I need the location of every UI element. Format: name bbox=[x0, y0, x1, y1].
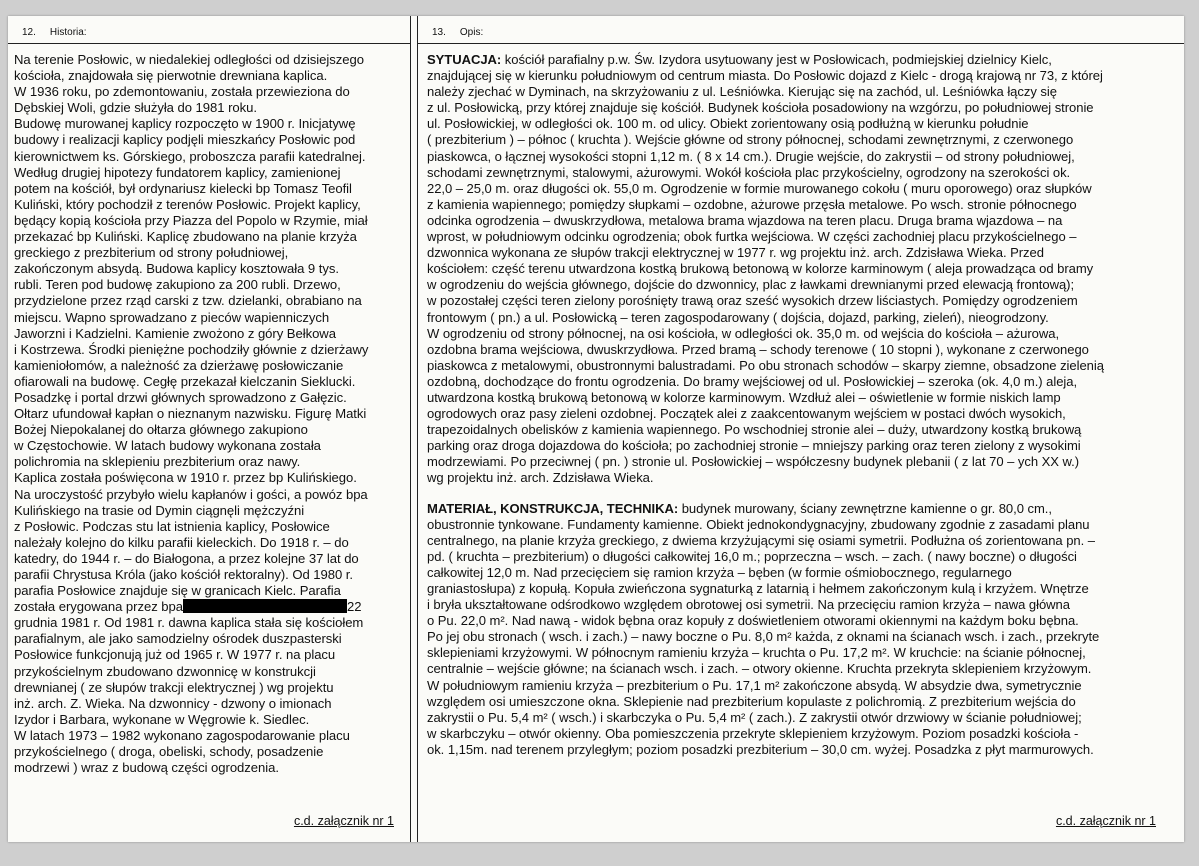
material-label: MATERIAŁ, KONSTRUKCJA, TECHNIKA: bbox=[427, 500, 679, 516]
history-column bbox=[8, 16, 411, 842]
history-header bbox=[8, 16, 410, 44]
history-text bbox=[14, 52, 404, 776]
description-column bbox=[417, 16, 1184, 842]
redaction-bar bbox=[183, 599, 347, 613]
history-continuation-link[interactable]: c.d. załącznik nr 1 bbox=[293, 814, 394, 828]
description-number: 13. bbox=[432, 27, 446, 38]
situation-label: SYTUACJA: bbox=[427, 52, 502, 67]
situation-paragraph bbox=[427, 52, 1178, 487]
paragraph-gap bbox=[427, 487, 1178, 501]
description-header bbox=[418, 16, 1184, 44]
document-sheet bbox=[8, 16, 1184, 842]
situation-text: kościół parafialny p.w. Św. Izydora usytuowany jest w Posłowicach, podmiejskiej dzielnicy Kielc, znajdującej się w kierunku południowym od centrum miasta. Do Posłowic dojazd z Kielc - drogą krajową nr 73, z której należy zjechać w Dyminach, na skrzyżowaniu z ul. Leśniówka. Kierując się na zachód, ul. Leśniówka łączy się z ul. Posłowicką, przy której znajduje się kościół. Budynek kościoła posadowiony na wzgórzu, po południowej stronie ul. Posłowickiej, w odległości ok. 100 m. od ulicy. Obiekt zorientowany osią podłużną w kierunku południe ( prezbiterium ) – północ ( kruchta ). Wejście główne od strony północnej, schodami zewnętrznymi, z czerwonego piaskowca, o łącznej wysokości stopni 1,12 m. ( 8 x 14 cm.). Drugie wejście, do zakrystii – od strony południowej, schodami zewnętrznymi, stalowymi, ażurowymi. Wokół kościoła plac przykościelny, ogrodzony na szerokości ok. 22,0 – 25,0 m. oraz długości ok. 55,0 m. Ogrodzenie w formie murowanego cokołu ( muru oporowego) oraz słupków z kamienia wapiennego; pomiędzy słupkami – ozdobne, ażurowe przęsła metalowe. Po wsch. stronie północnego odcinka ogrodzenia – dwuskrzydłowa, metalowa brama wjazdowa na teren placu. Druga brama wjazdowa – na wprost, w południowym odcinku ogrodzenia; obok furtka wejściowa. W części zachodniej placu przykościelnego – dzwonnica wykonana ze słupów trakcji elektrycznej w 1977 r. wg projektu inż. arch. Zdzisława Wieka. Przed kościołem: część terenu utwardzona kostką brukową betonową w kolorze karminowym ( aleja prowadząca od bramy w ogrodzeniu do wejścia głównego, dojście do dzwonnicy, plac z ławkami drewnianymi przed elewacją frontową); w pozostałej części teren zielony porośnięty trawą oraz sześć wysokich drzew liściastych. Pomiędzy ogrodzeniem frontowym ( pn.) a ul. Posłowicką – teren zagospodarowany ( dojścia, dojazd, parking, zieleń), nieogrodzony. W ogrodzeniu od strony północnej, na osi kościoła, w odległości ok. 35,0 m. od wejścia do kościoła – ażurowa, ozdobna brama wejściowa, dwuskrzydłowa. Przed bramą – schody terenowe ( 10 stopni ), wykonane z czerwonego piaskowca z metalowymi, obustronnymi balustradami. Po obu stronach schodów – skarpy ziemne, obsadzone zielenią ozdobną, dochodzące do frontu ogrodzenia. Do bramy wejściowej od ul. Posłowickiej – szeroka (ok. 4,0 m.) aleja, utwardzona kostką brukową betonową w kolorze karminowym. Wzdłuż alei – oświetlenie w formie niskich lamp ogrodowych oraz pasy zieleni ozdobnej. Początek alei z zaakcentowanym wejściem w postaci dwóch wysokich, trapezoidalnych obelisków z kamienia wapiennego. Po wschodniej stronie alei – duży, utwardzony kostką brukową parking oraz droga dojazdowa do kościoła; po zachodniej stronie – mniejszy parking oraz teren zielony z wysokimi modrzewiami. Po przeciwnej ( pn. ) stronie ul. Posłowickiej – współczesny budynek plebanii ( z lat 70 – ych XX w.) wg projektu inż. arch. Zdzisława Wieka. bbox=[427, 52, 1104, 486]
history-text-part2: 22 grudnia 1981 r. Od 1981 r. dawna kaplica stała się kościołem parafialnym, ale jako samodzielny ośrodek duszpasterski Posłowice funkcjonują już od 1965 r. W 1977 r. na placu przykościelnym zbudowano dzwonnicę w konstrukcji drewnianej ( ze słupów trakcji elektrycznej ) wg projektu inż. arch. Z. Wieka. Na dzwonnicy - dzwony o imionach Izydor i Barbara, wykonane w Węgrowie k. Siedlec. W latach 1973 – 1982 wykonano zagospodarowanie placu przykościelnego ( droga, obeliski, schody, posadzenie modrzewi ) wraz z budową części ogrodzenia. bbox=[14, 599, 364, 776]
material-text: budynek murowany, ściany zewnętrzne kamienne o gr. 80,0 cm., obustronnie tynkowane. Fundamenty kamienne. Obiekt jednokondygnacyjny, zbudowany zgodnie z zasadami planu centralnego, na planie krzyża greckiego, z dwiema krzyżującymi się osiami symetrii. Podłużna oś zorientowana pn. – pd. ( kruchta – prezbiterium) o długości całkowitej 16,0 m.; poprzeczna – wsch. – zach. ( nawy boczne) o długości całkowitej 12,0 m. Nad przecięciem się ramion krzyża – bęben (w formie ośmiobocznego, regularnego graniastosłupa) z kopułą. Kopuła zwieńczona sygnaturką z latarnią i hełmem zakończonym kulą i krzyżem. Wnętrze i bryła ukształtowane odśrodkowo względem obrotowej osi symetrii. Na przecięciu ramion krzyża – nawa główna o Pu. 22,0 m². Nad nawą - widok bębna oraz kopuły z doświetleniem otworami okiennymi na każdym boku bębna. Po jej obu stronach ( wsch. i zach.) – nawy boczne o Pu. 8,0 m² każda, z oknami na ścianach wsch. i zach., przekryte sklepieniami krzyżowymi. W północnym ramieniu krzyża – kruchta o Pu. 17,2 m². W kruchcie: na ścianie północnej, centralnie – wejście główne; na ścianach wsch. i zach. – otwory okienne. Kruchta przekryta sklepieniem krzyżowym. W południowym ramieniu krzyża – prezbiterium o Pu. 17,1 m² zakończone absydą. W absydzie dwa, symetrycznie względem osi umieszczone okna. Sklepienie nad prezbiterium kopulaste z polichromią. Z prezbiterium wejścia do zakrystii o Pu. 5,4 m² ( wsch.) i skarbczyka o Pu. 5,4 m² ( zach.). Z zakrystii otwór drzwiowy w ścianie południowej; w skarbczyku – otwór okienny. Oba pomieszczenia przekryte sklepieniem krzyżowym. Poziom posadzki kościoła - ok. 1,15m. nad terenem przyległym; poziom posadzki prezbiterium – 30,0 cm. wyżej. Posadzka z płyt marmurowych. bbox=[427, 500, 1100, 757]
description-text bbox=[427, 52, 1178, 758]
description-continuation-link[interactable]: c.d. załącznik nr 1 bbox=[1055, 814, 1156, 828]
description-heading: Opis: bbox=[459, 27, 484, 38]
history-number: 12. bbox=[22, 27, 36, 38]
history-heading: Historia: bbox=[49, 27, 87, 38]
material-paragraph bbox=[427, 501, 1178, 759]
history-text-part1: Na terenie Posłowic, w niedalekiej odległości od dzisiejszego kościoła, znajdowała się pierwotnie drewniana kaplica. W 1936 roku, po zdemontowaniu, została przewieziona do Dębskiej Woli, gdzie służyła do 1981 roku. Budowę murowanej kaplicy rozpoczęto w 1900 r. Inicjatywę budowy i realizacji kaplicy podjęli mieszkańcy Posłowic pod kierownictwem ks. Górskiego, proboszcza parafii katedralnej. Według drugiej hipotezy fundatorem kaplicy, zamienionej potem na kościół, był ordynariusz kielecki bp Tomasz Teofil Kuliński, który pochodził z terenów Posłowic. Projekt kaplicy, będący kopią kościoła przy Piazza del Popolo w Rzymie, miał przekazać bp Kuliński. Kaplicę zbudowano na planie krzyża greckiego z prezbiterium od strony południowej, zakończonym absydą. Budowa kaplicy kosztowała 9 tys. rubli. Teren pod budowę zakupiono za 200 rubli. Drzewo, przydzielone przez rząd carski z tzw. dzielanki, obrabiano na miejscu. Wapno sprowadzano z pieców wapienniczych Jaworzni i Kadzielni. Kamienie zwożono z góry Bełkowa i Kostrzewa. Środki pieniężne pochodziły głównie z dzierżawy kamieniołomów, a należność za dzierżawę posłowiczanie ofiarowali na budowę. Cegłę przekazał kielczanin Sieklucki. Posadzkę i portal drzwi głównych sprowadzono z Gałęzic. Ołtarz ufundował kapłan o nieznanym nazwisku. Figurę Matki Bożej Niepokalanej do ołtarza głównego zakupiono w Częstochowie. W latach budowy wykonana została polichromia na sklepieniu prezbiterium oraz nawy. Kaplica została poświęcona w 1910 r. przez bp Kulińskiego. Na uroczystość przybyło wielu kapłanów i gości, a powóz bpa Kulińskiego na trasie od Dymin ciągnęli mężczyźni z Posłowic. Podczas stu lat istnienia kaplicy, Posłowice należały kolejno do kilku parafii kieleckich. Do 1918 r. – do katedry, do 1944 r. – do Białogona, a przez kolejne 37 lat do parafii Chrystusa Króla (jako kościół rektoralny). Od 1980 r. parafia Posłowice znajduje się w granicach Kielc. Parafia została erygowana przez bpa bbox=[14, 52, 369, 615]
